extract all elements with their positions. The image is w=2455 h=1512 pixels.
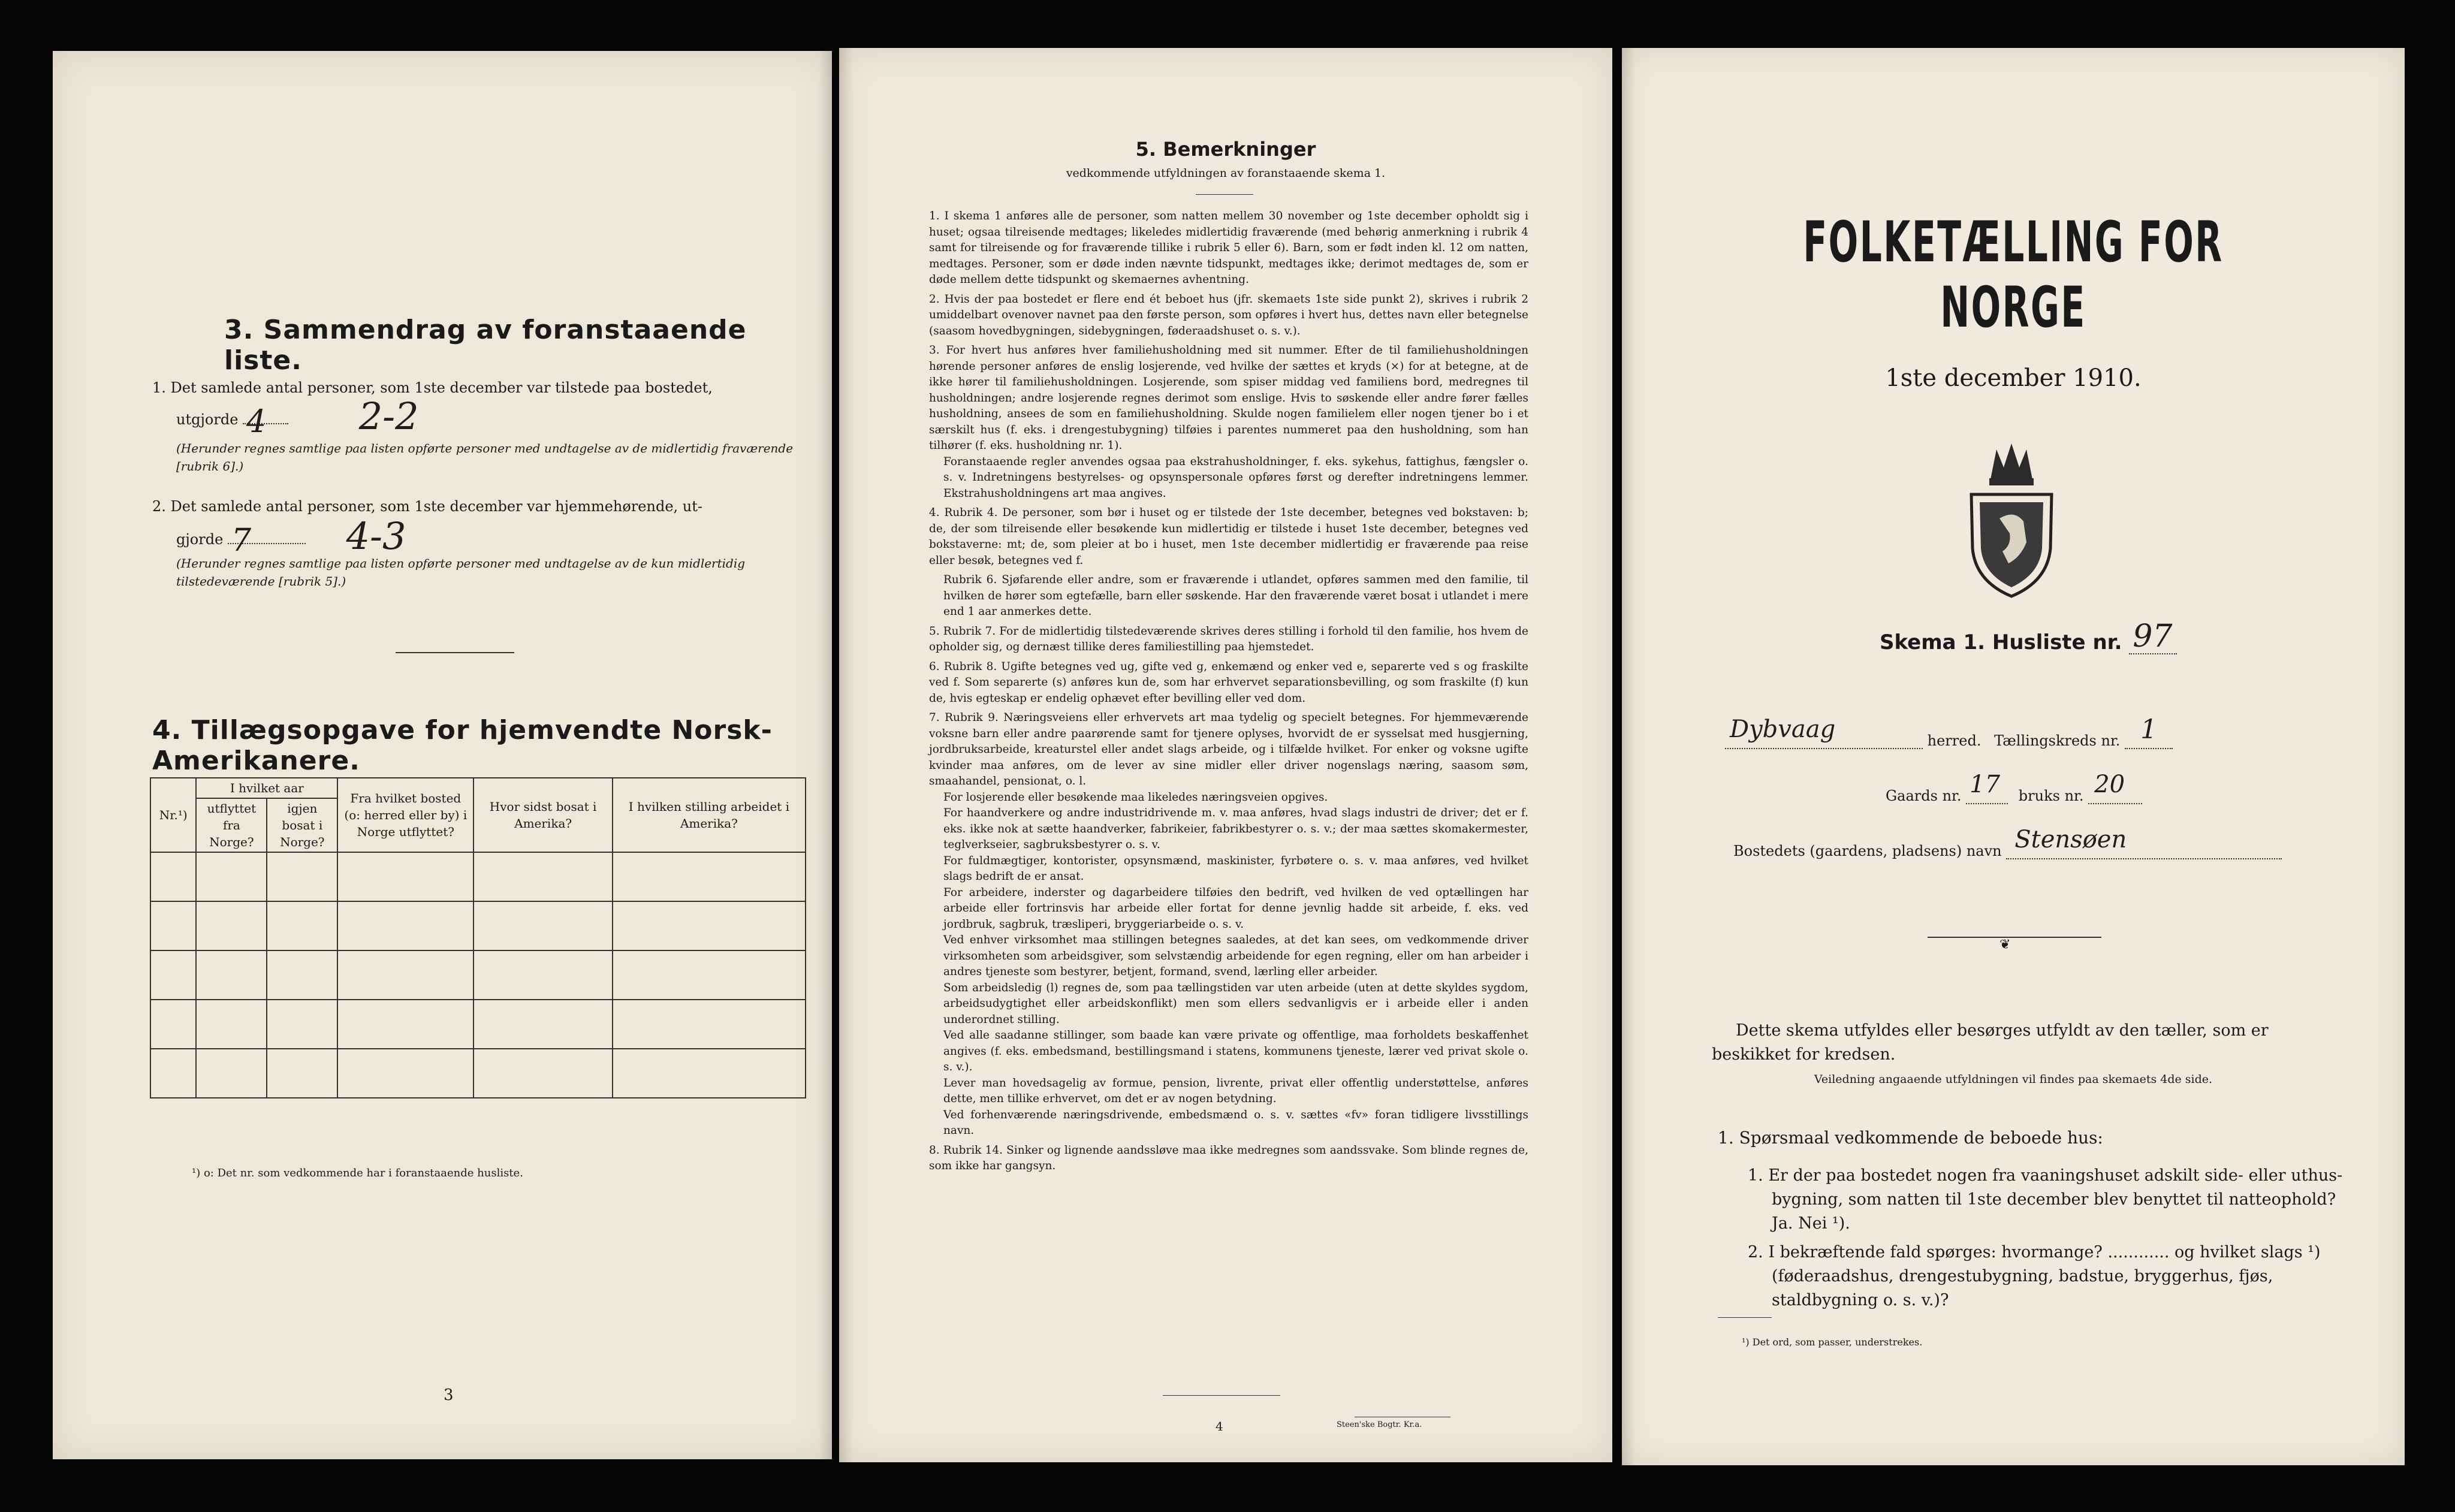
page-left — [53, 51, 832, 1459]
item2-utgjorde — [176, 514, 406, 559]
remark-7f: Ved enhver virksomhet maa stillingen betegnes saaledes, at det kan sees, om vedkommende driver virksomheten som arbeidsgiver, som selvstændig arbeidende for egen regning, eller om han arbeider i andres tjeneste som bestyrer, betjent, formand, svend, lærling eller arbeider. — [943, 934, 1528, 978]
item2-note: (Herunder regnes samtlige paa listen opførte personer med undtagelse av de kun midlertidig tilstedeværende [rubrik 5].) — [176, 556, 746, 588]
remark-7c: For haandverkere og andre industridrivende m. v. maa anføres, hvad slags industri de driver; det er f. eks. ikke nok at sætte haandverker, fabrikeier, fabrikbestyrer o. s. v.; der maa sættes skomakermester, teglverkseier, sagbruksbestyrer o. s. v. — [943, 807, 1528, 851]
table-row — [150, 852, 806, 901]
remark-3: 3. For hvert hus anføres hver familiehusholdning med sit nummer. Efter de til familiehusholdningen hørende personer anføres de enslig losjerende, ved hvilke der sættes et kryds (×) for at betegne, at de ikke hører til familiehusholdningen. Losjerende, som spiser middag ved familiens bord, medregnes til husholdningen; andre losjerende regnes derimot som enslige. Hvis to søskende eller andre fører fælles husholdning, ansees de som en familiehusholdning. Skulde nogen familielem eller nogen tjener bo i et særskilt hus (f. eks. i drengestubygning) tilføies i parentes nummeret paa den husholdning, som han tilhører (f. eks. husholdning nr. 1). — [929, 344, 1528, 452]
herred-line — [1725, 714, 2173, 749]
left-footnote: ¹) o: Det nr. som vedkommende har i foranstaaende husliste. — [192, 1167, 523, 1179]
divider — [396, 652, 514, 653]
col-igjen: igjen bosat i Norge? — [267, 798, 337, 852]
bosted-label: Bostedets (gaardens, pladsens) navn — [1733, 843, 2002, 859]
item2-hand-note: 4-3 — [346, 514, 406, 558]
intro-text: Dette skema utfyldes eller besørges utfyldt av den tæller, som er beskikket for kredsen. — [1712, 1021, 2269, 1064]
remark-1: 1. I skema 1 anføres alle de personer, som natten mellem 30 november og 1ste december opholdt sig i huset; ogsaa tilreisende medtages; likeledes midlertidig fraværende (med behørig anmerkning i rubrik 4 samt for tilreisende og for fraværende tillike i rubrik 5 eller 6). Barn, som er født inden kl. 12 om natten, medtages. Personer, som er døde inden nævnte tidspunkt, medtages ikke; derimot medtages de, som er døde mellem dette tidspunkt og skemaernes avhentning. — [929, 210, 1528, 286]
remark-7e: For arbeidere, inderster og dagarbeidere tilføies den bedrift, ved hvilken de ved optællingen har arbeide eller fortrinsvis har arbeide eller fortat for denne jevnlig hadde sit arbeide, f. eks. ved jordbruk, sagbruk, træsliperi, bryggeriarbeide o. s. v. — [943, 886, 1528, 931]
remark-7i: Lever man hovedsagelig av formue, pension, livrente, privat eller offentlig understøttelse, anføres dette, men tillike erhvervet, om det er av nogen betydning. — [943, 1076, 1528, 1105]
remark-5: 5. Rubrik 7. For de midlertidig tilstedeværende skrives deres stilling i forhold til den familie, hos hvem de opholder sig, og dernæst tillike deres familiestilling paa hjemstedet. — [929, 624, 1528, 653]
item1-utgjorde-label: utgjorde — [176, 411, 239, 428]
divider — [1196, 194, 1253, 195]
herred-label: herred. — [1927, 732, 1982, 749]
remark-7j: Ved forhenværende næringsdrivende, embedsmænd o. s. v. sættes «fv» foran tidligere livsstillings navn. — [943, 1108, 1528, 1137]
page-right — [1622, 48, 2405, 1465]
page-fold — [1622, 48, 1635, 1465]
item2-text: 2. Det samlede antal personer, som 1ste december var hjemmehørende, ut- — [152, 498, 702, 515]
page-fold — [839, 48, 852, 1462]
table-row — [150, 1049, 806, 1098]
item1-text: 1. Det samlede antal personer, som 1ste december var tilstede paa bostedet, — [152, 379, 713, 396]
page-middle — [839, 48, 1612, 1462]
bosted-hand: Stensøen — [2014, 826, 2127, 853]
remark-8: 8. Rubrik 14. Sinker og lignende aandssløve maa ikke medregnes som aandssvake. Som blinde regnes de, som ikke har gangsyn. — [929, 1143, 1528, 1172]
remark-3b: Foranstaaende regler anvendes ogsaa paa ekstrahusholdninger, f. eks. sykehus, fattighus, fængsler o. s. v. Indretningens bestyrelses- og opsynspersonale opføres først og derefter indretningens lemmer. Ekstrahusholdningens art maa angives. — [943, 455, 1528, 500]
coat-of-arms-icon — [1967, 437, 2056, 599]
gaards-line — [1886, 771, 2142, 804]
skema-hand: 97 — [2133, 618, 2173, 654]
remark-4: 4. Rubrik 4. De personer, som bør i huset og er tilstede der 1ste december, betegnes ved bokstaven: b; de, der som tilreisende eller besøkende kun midlertidig er tilstede i huset 1ste december, betegnes ved bokstaverne: mt; de, som pleier at bo i huset, men 1ste december midlertidig er fraværende paa reise eller besøk, betegnes ved f. — [929, 506, 1528, 567]
item2-hand-value: 7 — [231, 523, 252, 559]
bemerkninger-title: 5. Bemerkninger — [1135, 138, 1316, 161]
herred-hand: Dybvaag — [1730, 716, 1836, 743]
remark-7g: Som arbeidsledig (l) regnes de, som paa tællingstiden var uten arbeide (uten at dette skyldes sygdom, arbeidsudygtighet eller arbeidskonflikt) men som ellers sedvanligvis er i arbeide eller i anden underordnet stilling. — [943, 981, 1528, 1026]
norsk-amerikanere-table — [150, 777, 806, 1098]
question-heading: 1. Spørsmaal vedkommende de beboede hus: — [1718, 1128, 2103, 1148]
divider — [1928, 937, 2101, 938]
item1-hand-note: 2-2 — [358, 394, 419, 438]
col-group: I hvilket aar — [196, 778, 337, 798]
veiledning-text: Veiledning angaaende utfyldningen vil findes paa skemaets 4de side. — [1814, 1073, 2213, 1086]
remark-7d: For fuldmægtiger, kontorister, opsynsmænd, maskinister, fyrbøtere o. s. v. maa anføres, ved hvilket slags bedrift de er ansat. — [943, 854, 1528, 883]
krets-label: Tællingskreds nr. — [1994, 732, 2121, 749]
bruks-label: bruks nr. — [2018, 787, 2084, 804]
bemerkninger-subtitle: vedkommende utfyldningen av foranstaaende skema 1. — [1066, 167, 1386, 180]
gaards-label: Gaards nr. — [1886, 787, 1962, 804]
col-nr: Nr.¹) — [150, 778, 196, 852]
col-hvor: Hvor sidst bosat i Amerika? — [473, 778, 612, 852]
item1-utgjorde — [176, 394, 419, 440]
question-2: 2. I bekræftende fald spørges: hvormange? ............ og hvilket slags ¹) (føderaadshus, drengestubygning, badstue, bryggerhus, fjøs, staldbygning o. s. v.)? — [1748, 1243, 2321, 1309]
census-date: 1ste december 1910. — [1885, 364, 2142, 392]
divider — [1718, 1317, 1772, 1318]
remark-7: 7. Rubrik 9. Næringsveiens eller erhvervets art maa tydelig og specielt betegnes. For hjemmeværende voksne barn eller andre paarørende samt for tjenere oplyses, hvorvidt de er sysselsat med husgjerning, jordbruksarbeide, kreaturstel eller andet slags arbeide, og i tilfælde hvilket. For enker og voksne ugifte kvinder maa anføres, om de lever av sine midler eller driver nogenslags næring, saasom søm, smaahandel, pensionat, o. l. — [929, 711, 1528, 787]
page-number-middle: 4 — [1216, 1419, 1223, 1433]
printer-mark: Steen'ske Bogtr. Kr.a. — [1337, 1420, 1422, 1429]
bruks-hand: 20 — [2094, 771, 2125, 798]
bemerkninger-list — [929, 209, 1528, 1175]
remark-2: 2. Hvis der paa bostedet er flere end ét beboet hus (jfr. skemaets 1ste side punkt 2), skrives i rubrik 2 umiddelbart ovenover navnet paa den første person, som opføres i hvert hus, dettes navn eller betegnelse (saasom hovedbygningen, sidebygningen, føderaadshuset o. s. v.). — [929, 292, 1528, 337]
remark-7h: Ved alle saadanne stillinger, som baade kan være private og offentlige, maa forholdets beskaffenhet angives (f. eks. embedsmand, bestillingsmand i statens, kommunens tjeneste, lærer ved privat skole o. s. v.). — [943, 1029, 1528, 1073]
remark-6: 6. Rubrik 8. Ugifte betegnes ved ug, gifte ved g, enkemænd og enker ved e, separerte ved s og fraskilte ved f. Som separerte (s) anføres kun de, som har erhvervet separationsbevilling, og som fraskilte (f) kun de, hvis egteskap er endelig ophævet efter bevilling eller ved dom. — [929, 660, 1528, 705]
section4-title: 4. Tillægsopgave for hjemvendte Norsk-Amerikanere. — [152, 715, 773, 776]
col-fra: Fra hvilket bosted (o: herred eller by) i Norge utflyttet? — [337, 778, 473, 852]
col-utflyttet: utflyttet fra Norge? — [196, 798, 267, 852]
bosted-line — [1733, 826, 2282, 859]
gaards-hand: 17 — [1970, 771, 2001, 798]
krets-hand: 1 — [2140, 714, 2158, 745]
divider — [1163, 1395, 1280, 1396]
col-stilling: I hvilken stilling arbeidet i Amerika? — [613, 778, 806, 852]
skema-label — [1880, 618, 2177, 654]
right-footnote: ¹) Det ord, som passer, understrekes. — [1742, 1336, 1923, 1348]
table-row — [150, 901, 806, 950]
table-row — [150, 1000, 806, 1049]
question-1: 1. Er der paa bostedet nogen fra vaaningshuset adskilt side- eller uthus-bygning, som natten til 1ste december blev benyttet til natteophold? Ja. Nei ¹). — [1748, 1166, 2343, 1233]
ornament-icon: ❦ — [1999, 937, 2011, 952]
main-title: FOLKETÆLLING FOR NORGE — [1803, 210, 2224, 340]
remark-7b: For losjerende eller besøkende maa likeledes næringsveien opgives. — [943, 790, 1328, 804]
item2-utgjorde-label: gjorde — [176, 531, 224, 548]
remark-4b: Rubrik 6. Sjøfarende eller andre, som er fraværende i utlandet, opføres sammen med den familie, til hvilken de hører som egtefælle, barn eller søskende. Har den fraværende været bosat i utlandet i mere end 1 aar anmerkes dette. — [943, 574, 1528, 618]
page-number-left: 3 — [444, 1386, 454, 1404]
item1-hand-value: 4 — [246, 404, 267, 440]
section3-title: 3. Sammendrag av foranstaaende liste. — [224, 315, 747, 376]
table-row — [150, 950, 806, 1000]
item1-note: (Herunder regnes samtlige paa listen opførte personer med undtagelse av de midlertidig fraværende [rubrik 6].) — [176, 441, 794, 473]
skema-label-text: Skema 1. Husliste nr. — [1880, 630, 2122, 654]
